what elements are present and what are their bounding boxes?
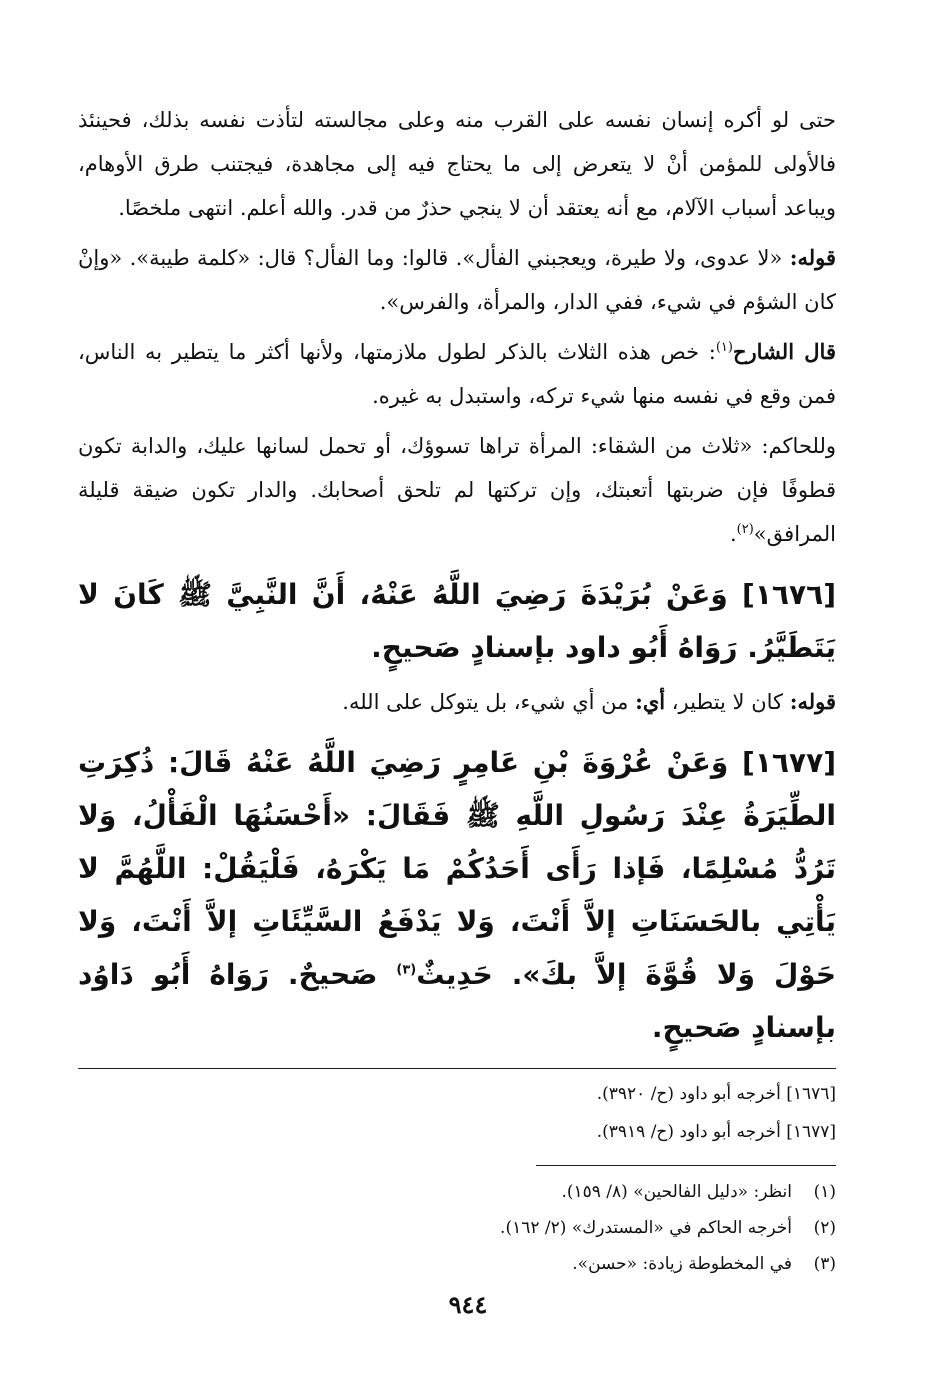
footnotes-divider [536,1165,836,1166]
references-divider [78,1068,836,1069]
footnote-marker-3[interactable]: (٣) [396,962,417,978]
paragraph-text: كان لا يتطير، [665,690,790,714]
paragraph-text: «لا عدوى، ولا طيرة، ويعجبني الفأل». قالوا: وما الفأل؟ قال: «كلمة طيبة». «وإنْ كان الشؤم في شيء، ففي الدار، والمرأة، والفرس». [78,246,836,314]
footnote-marker-1[interactable]: (١) [715,340,733,355]
page-body [78,98,836,1282]
footnote-number: (٢) [813,1218,836,1238]
page-number: ٩٤٤ [448,1290,488,1319]
paragraph-text: : خص هذه الثلاث بالذكر لطول ملازمتها، ولأنها أكثر ما يتطير به الناس، فمن وقع في نفسه منها شيء تركه، واستبدل به غيره. [78,340,836,408]
footnote-item [78,1246,836,1282]
footnote-text: انظر: «دليل الفالحين» (٨/ ١٥٩). [561,1182,792,1202]
footnote-text: أخرجه الحاكم في «المستدرك» (٢/ ١٦٢). [500,1218,792,1238]
lead-sharih: قال الشارح [732,339,836,364]
footnote-number: (٣) [813,1254,836,1274]
hadith-end: صَحيحٌ. رَوَاهُ أَبُو دَاوُد بإسنادٍ صَحيحٍ. [78,958,836,1044]
reference-item: [١٦٧٧] أخرجه أبو داود (ح/ ٣٩١٩). [596,1122,836,1142]
paragraph-qawluh-2 [78,680,836,724]
lead-qawluh: قوله: [789,245,836,270]
lead-ay: أي: [635,689,666,714]
hadith-1677 [78,736,836,1054]
paragraph-qawluh-1 [78,236,836,324]
footnote-text: في المخطوطة زيادة: «حسن». [572,1254,792,1274]
paragraph-end: . [729,522,737,546]
hadith-text: [١٦٧٧] وَعَنْ عُرْوَةَ بْنِ عَامِرٍ رَضِيَ اللَّهُ عَنْهُ قَالَ: ذُكِرَتِ الطِّيَرَةُ عِنْدَ رَسُولِ اللَّهِ ﷺ فَقَالَ: «أَحْسَنُهَا الْفَأْلُ، وَلا تَرُدُّ مُسْلِمًا، فَإذا رَأَى أَحَدُكُمْ مَا يَكْرَهُ، فَلْيَقُلْ: اللَّهُمَّ لا يَأْتِي بالحَسَنَاتِ إلاَّ أَنْتَ، وَلا يَدْفَعُ السَّيِّئَاتِ إلاَّ أَنْتَ، وَلا حَوْلَ وَلا قُوَّةَ إلاَّ بكَ». حَدِيثٌ [78,746,837,991]
hadith-1676: [١٦٧٦] وَعَنْ بُرَيْدَةَ رَضِيَ اللَّهُ عَنْهُ، أَنَّ النَّبِيَّ ﷺ كَانَ لا يَتَطَيَّرُ. رَوَاهُ أَبُو داود بإسنادٍ صَحيحٍ. [78,578,836,664]
footnotes-list [78,1174,836,1282]
footnote-item [78,1210,836,1246]
paragraph-sharih [78,330,836,418]
footnote-marker-2[interactable]: (٢) [736,522,754,537]
lead-qawluh: قوله: [789,689,836,714]
footnote-number: (١) [813,1182,836,1202]
paragraph-text-2: من أي شيء، بل يتوكل على الله. [342,690,636,714]
paragraph-text: وللحاكم: «ثلاث من الشقاء: المرأة تراها تسوؤك، أو تحمل لسانها عليك، والدابة تكون قطوفًا فإن ضربتها أتعبتك، وإن تركتها لم تلحق أصحابك. والدار تكون ضيقة قليلة المرافق» [78,434,836,546]
references-list [78,1075,836,1151]
footnote-item [78,1174,836,1210]
reference-item: [١٦٧٦] أخرجه أبو داود (ح/ ٣٩٢٠). [596,1084,836,1104]
paragraph-continuation: حتى لو أكره إنسان نفسه على القرب منه وعلى مجالسته لتأذت نفسه بذلك، فحينئذ فالأولى للمؤمن أنْ لا يتعرض إلى ما يحتاج فيه إلى مجاهدة، فيجتنب طرق الأوهام، ويباعد أسباب الآلام، مع أنه يعتقد أن لا ينجي حذرٌ من قدر. والله أعلم. انتهى ملخصًا. [78,108,836,220]
paragraph-hakim [78,424,836,556]
